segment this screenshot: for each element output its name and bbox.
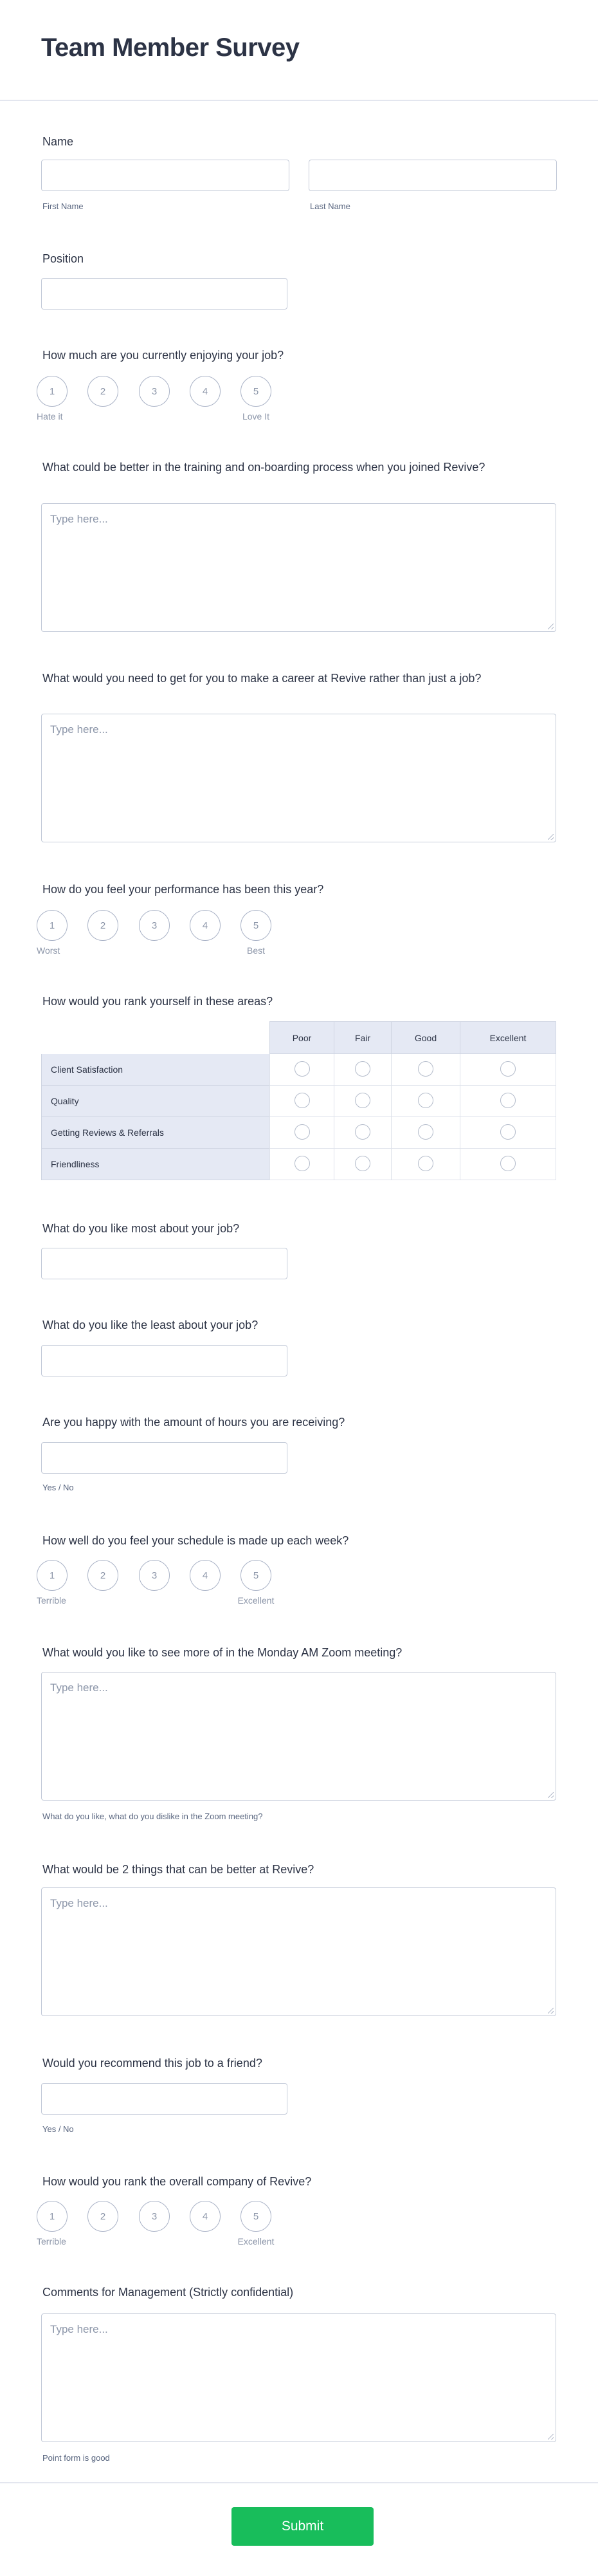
schedule-question: How well do you feel your schedule is made up each week? [42,1534,349,1547]
comments-textarea[interactable] [41,2313,556,2442]
two-things-question: What would be 2 things that can be better at Revive? [42,1863,314,1876]
matrix-radio-poor[interactable] [294,1093,310,1108]
performance-rating-option-2[interactable]: 2 [87,910,118,941]
matrix-col-excellent: Excellent [460,1021,556,1054]
matrix-radio-fair[interactable] [355,1124,370,1140]
matrix-radio-good[interactable] [418,1093,433,1108]
matrix-cell [269,1086,334,1117]
matrix-question: How would you rank yourself in these areas? [42,995,273,1008]
career-placeholder: Type here... [50,723,108,736]
training-question: What could be better in the training and on-boarding process when you joined Revive? [42,461,485,474]
overall-high-label: Excellent [237,2236,275,2247]
matrix-col-poor: Poor [269,1021,334,1054]
last-name-sublabel: Last Name [310,201,350,211]
like-least-question: What do you like the least about your job? [42,1319,258,1331]
matrix-radio-fair[interactable] [355,1156,370,1171]
matrix-row-label: Client Satisfaction [41,1054,269,1086]
matrix-radio-excellent[interactable] [500,1124,516,1140]
first-name-sublabel: First Name [42,201,84,211]
recommend-question: Would you recommend this job to a friend? [42,2057,262,2070]
schedule-rating-option-2[interactable]: 2 [87,1560,118,1591]
matrix-radio-good[interactable] [418,1124,433,1140]
position-input[interactable] [41,278,287,310]
matrix-cell [460,1117,556,1149]
schedule-rating-option-4[interactable]: 4 [190,1560,221,1591]
self-rank-matrix [41,1021,556,1180]
resize-grip-icon[interactable] [548,834,554,840]
recommend-sublabel: Yes / No [42,2124,74,2134]
matrix-cell [460,1054,556,1086]
recommend-input[interactable] [41,2083,287,2115]
hours-question: Are you happy with the amount of hours you are receiving? [42,1416,345,1429]
matrix-radio-good[interactable] [418,1156,433,1171]
performance-rating-option-5[interactable]: 5 [240,910,271,941]
comments-question: Comments for Management (Strictly confidential) [42,2286,294,2299]
matrix-cell [460,1086,556,1117]
resize-grip-icon[interactable] [548,2008,554,2014]
zoom-placeholder: Type here... [50,1682,108,1694]
form-title: Team Member Survey [41,33,300,62]
performance-low-label: Worst [37,945,60,956]
like-least-input[interactable] [41,1345,287,1376]
schedule-rating-option-5[interactable]: 5 [240,1560,271,1591]
training-textarea[interactable] [41,503,556,632]
two-things-placeholder: Type here... [50,1897,108,1909]
submit-button[interactable]: Submit [231,2507,374,2546]
zoom-question: What would you like to see more of in the Monday AM Zoom meeting? [42,1646,403,1659]
schedule-low-label: Terrible [37,1595,66,1606]
career-question: What would you need to get for you to make a career at Revive rather than just a job? [42,672,482,685]
header-divider [0,100,598,101]
like-most-input[interactable] [41,1248,287,1279]
training-placeholder: Type here... [50,513,108,525]
matrix-row [41,1117,556,1149]
matrix-row-label: Getting Reviews & Referrals [41,1117,269,1149]
matrix-row-label: Quality [41,1086,269,1117]
performance-question: How do you feel your performance has been this year? [42,883,324,896]
zoom-sublabel: What do you like, what do you dislike in the Zoom meeting? [42,1812,263,1821]
resize-grip-icon[interactable] [548,1792,554,1798]
overall-rating-option-2[interactable]: 2 [87,2201,118,2232]
matrix-row-label: Friendliness [41,1149,269,1180]
enjoy-question: How much are you currently enjoying your job? [42,349,284,362]
matrix-cell [391,1054,460,1086]
like-most-question: What do you like most about your job? [42,1222,240,1235]
matrix-cell [391,1086,460,1117]
matrix-col-fair: Fair [334,1021,391,1054]
matrix-radio-poor[interactable] [294,1156,310,1171]
matrix-radio-poor[interactable] [294,1124,310,1140]
matrix-cell [391,1149,460,1180]
overall-question: How would you rank the overall company of Revive? [42,2175,312,2188]
matrix-cell [391,1117,460,1149]
matrix-radio-excellent[interactable] [500,1061,516,1077]
overall-rating-option-3[interactable]: 3 [139,2201,170,2232]
resize-grip-icon[interactable] [548,624,554,629]
matrix-cell [334,1086,391,1117]
enjoy-rating-option-4[interactable]: 4 [190,376,221,407]
zoom-textarea[interactable] [41,1672,556,1801]
matrix-cell [269,1117,334,1149]
matrix-radio-fair[interactable] [355,1061,370,1077]
performance-rating-option-3[interactable]: 3 [139,910,170,941]
matrix-radio-excellent[interactable] [500,1093,516,1108]
matrix-cell [269,1149,334,1180]
position-label: Position [42,252,84,265]
two-things-textarea[interactable] [41,1887,556,2016]
career-textarea[interactable] [41,714,556,842]
matrix-cell [269,1054,334,1086]
schedule-rating-option-3[interactable]: 3 [139,1560,170,1591]
performance-rating-option-4[interactable]: 4 [190,910,221,941]
matrix-row [41,1086,556,1117]
last-name-input[interactable] [309,160,557,191]
matrix-radio-fair[interactable] [355,1093,370,1108]
matrix-corner [41,1021,269,1054]
matrix-col-good: Good [391,1021,460,1054]
overall-low-label: Terrible [37,2236,66,2247]
performance-rating-option-1[interactable]: 1 [37,910,68,941]
name-label: Name [42,135,74,148]
enjoy-low-label: Hate it [37,411,63,422]
enjoy-high-label: Love It [242,411,270,422]
overall-rating-option-4[interactable]: 4 [190,2201,221,2232]
enjoy-rating-option-1[interactable]: 1 [37,376,68,407]
matrix-row [41,1054,556,1086]
first-name-input[interactable] [41,160,289,191]
matrix-cell [460,1149,556,1180]
overall-rating-option-1[interactable]: 1 [37,2201,68,2232]
matrix-cell [334,1149,391,1180]
enjoy-rating-option-5[interactable]: 5 [240,376,271,407]
matrix-radio-excellent[interactable] [500,1156,516,1171]
comments-sublabel: Point form is good [42,2453,110,2463]
matrix-radio-good[interactable] [418,1061,433,1077]
overall-rating-option-5[interactable]: 5 [240,2201,271,2232]
matrix-cell [334,1054,391,1086]
comments-placeholder: Type here... [50,2323,108,2335]
schedule-high-label: Excellent [237,1595,275,1606]
hours-sublabel: Yes / No [42,1483,74,1492]
matrix-row [41,1149,556,1180]
footer-divider [0,2482,598,2483]
enjoy-rating-option-3[interactable]: 3 [139,376,170,407]
matrix-cell [334,1117,391,1149]
resize-grip-icon[interactable] [548,2434,554,2440]
enjoy-rating-option-2[interactable]: 2 [87,376,118,407]
hours-input[interactable] [41,1442,287,1474]
performance-high-label: Best [246,945,265,956]
matrix-radio-poor[interactable] [294,1061,310,1077]
schedule-rating-option-1[interactable]: 1 [37,1560,68,1591]
